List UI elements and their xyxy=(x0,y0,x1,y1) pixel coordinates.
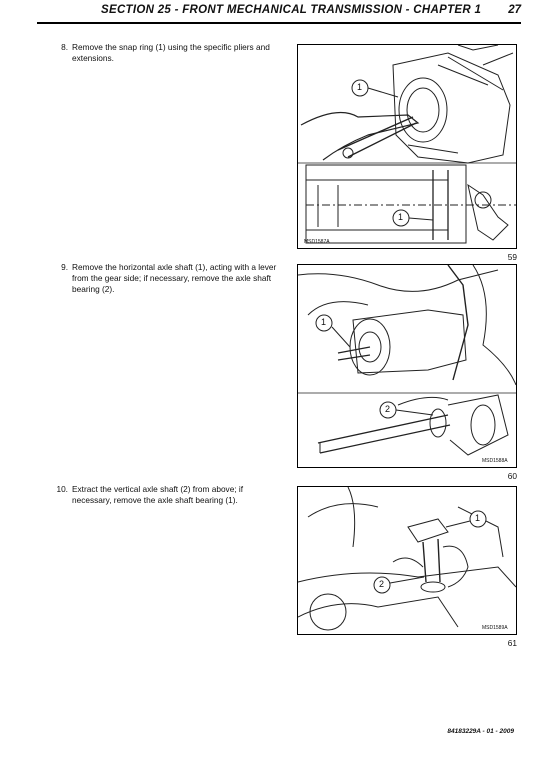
figure-number: 60 xyxy=(507,471,517,481)
figure-number: 59 xyxy=(507,252,517,262)
callout-2: 2 xyxy=(379,579,385,589)
callout-1: 1 xyxy=(398,212,404,222)
step-number: 9. xyxy=(61,262,68,272)
callout-1: 1 xyxy=(475,513,481,523)
figure-60-illustration xyxy=(297,264,517,468)
section-title: SECTION 25 - FRONT MECHANICAL TRANSMISSION - CHAPTER 1 xyxy=(101,4,482,16)
step-number: 8. xyxy=(61,42,68,52)
figure-number: 61 xyxy=(507,638,517,648)
figure-59-illustration xyxy=(297,44,517,249)
callout-1: 1 xyxy=(321,317,327,327)
figure-code: MSD1587A xyxy=(304,239,330,245)
callout-1: 1 xyxy=(357,82,363,92)
document-reference: 84183229A - 01 - 2009 xyxy=(447,728,514,735)
step-text: Extract the vertical axle shaft (2) from above; if necessary, remove the axle shaft bearing (1). xyxy=(72,484,244,505)
step-number: 10. xyxy=(56,484,68,494)
step-text: Remove the horizontal axle shaft (1), acting with a lever from the gear side; if necessary, remove the axle shaft bearing (2). xyxy=(72,262,277,294)
figure-code: MSD1589A xyxy=(482,625,508,631)
step-text: Remove the snap ring (1) using the specific pliers and extensions. xyxy=(72,42,270,63)
callout-2: 2 xyxy=(385,404,391,414)
page-header xyxy=(37,0,521,24)
figure-61-illustration xyxy=(297,486,517,635)
page-number: 27 xyxy=(508,4,521,16)
figure-code: MSD1588A xyxy=(482,458,508,464)
